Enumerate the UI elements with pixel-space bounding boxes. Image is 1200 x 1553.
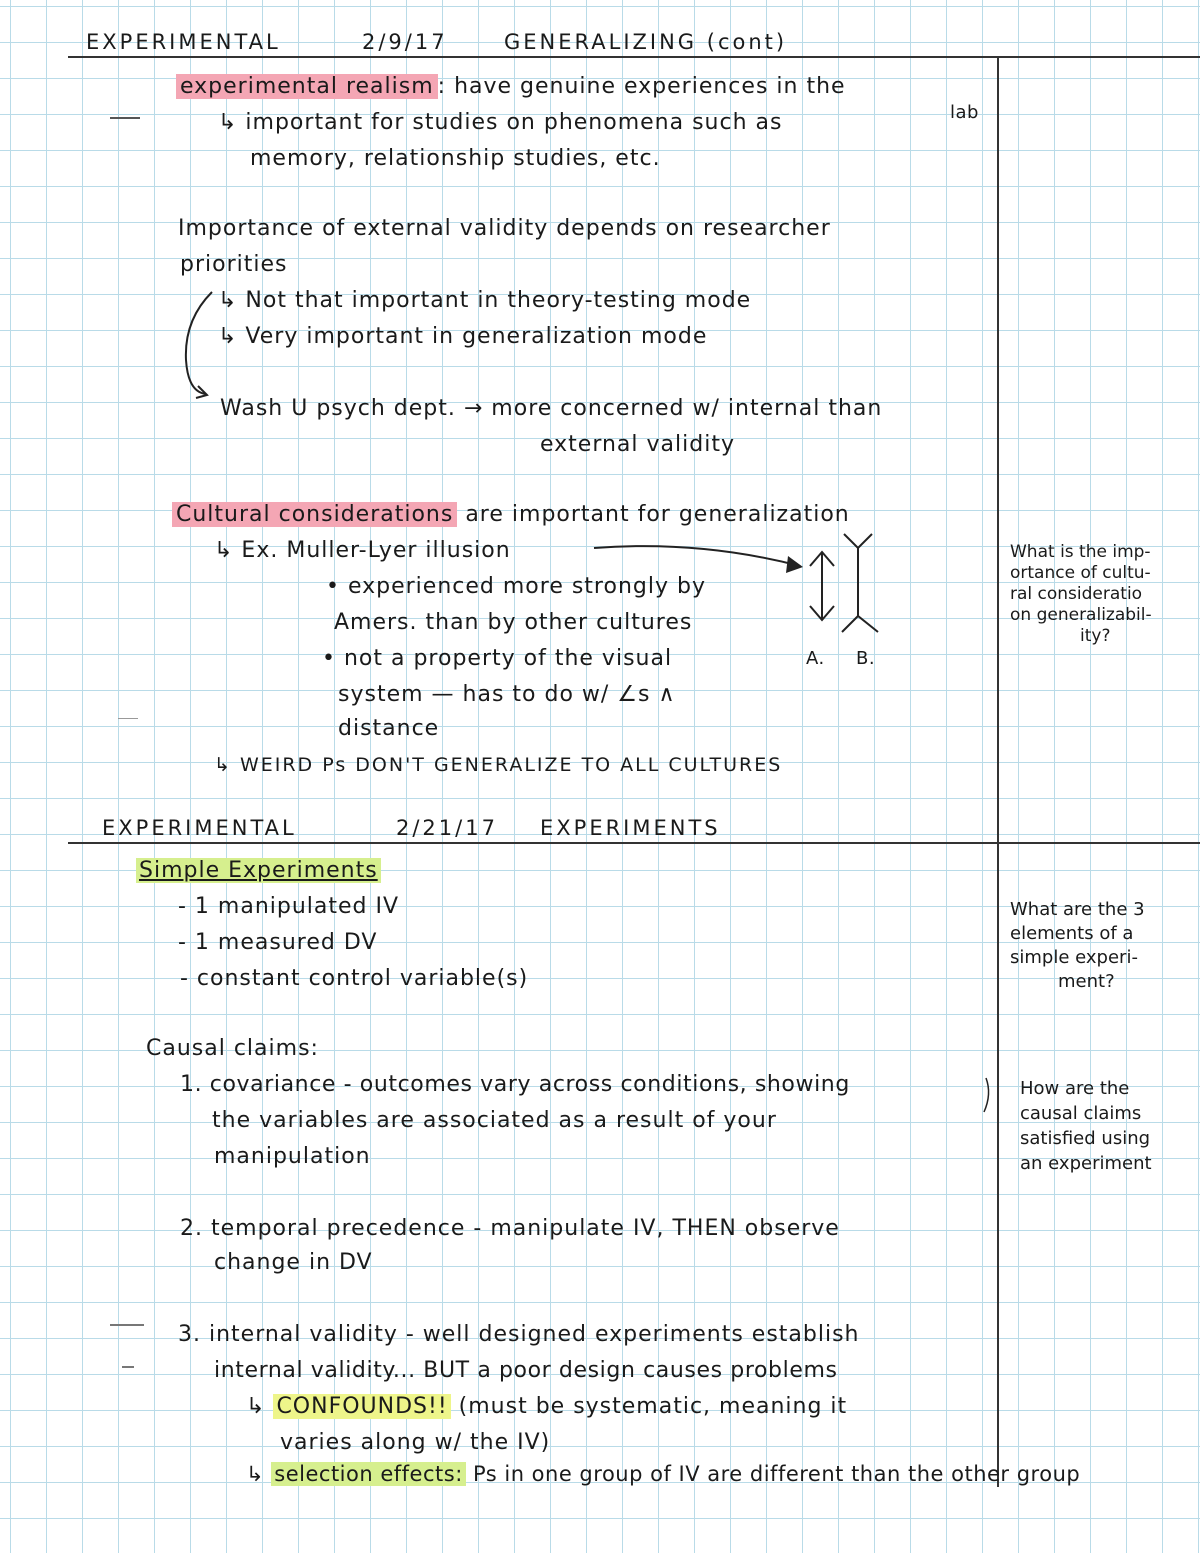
cultural-bullet-1b: Amers. than by other cultures	[334, 610, 693, 635]
margin-line: How are the	[1020, 1078, 1130, 1099]
date-2: 2/21/17	[396, 816, 498, 840]
importance-item-1: ↳ Not that important in theory-testing mode	[218, 288, 752, 313]
confounds-label: CONFOUNDS!!	[273, 1394, 450, 1419]
simple-item-1: - 1 manipulated IV	[178, 894, 400, 919]
realism-sub-2: memory, relationship studies, etc.	[250, 146, 661, 171]
cultural-term: Cultural considerations	[172, 502, 457, 527]
margin-line: causal claims	[1020, 1103, 1142, 1124]
temporal-line-2: change in DV	[214, 1250, 373, 1275]
topic-1: GENERALIZING (cont)	[504, 30, 788, 54]
causal-claims-title: Causal claims:	[146, 1036, 319, 1061]
selection-rest: Ps in one group of IV are different than the other group	[472, 1462, 1081, 1486]
weird-conclusion: ↳ WEIRD Ps DON'T GENERALIZE TO ALL CULTURES	[214, 754, 783, 776]
cultural-bullet-1a: • experienced more strongly by	[326, 574, 706, 599]
covariance-line-2: the variables are associated as a result of your	[212, 1108, 777, 1133]
margin-line: ral consideratio	[1010, 584, 1143, 604]
covariance-brace	[984, 1078, 989, 1112]
washu-line-2: external validity	[540, 432, 735, 457]
covariance-line-1: 1. covariance - outcomes vary across conditions, showing	[180, 1072, 850, 1097]
temporal-line-1: 2. temporal precedence - manipulate IV, THEN observe	[180, 1216, 840, 1241]
margin-line: on generalizabil-	[1010, 605, 1152, 625]
date-1: 2/9/17	[362, 30, 448, 54]
topic-2: EXPERIMENTS	[540, 816, 721, 840]
experimental-realism-line: experimental realism : have genuine experiences in the	[176, 76, 846, 98]
muller-lyer-b	[842, 534, 878, 632]
simple-item-2: - 1 measured DV	[178, 930, 378, 955]
confounds-line: ↳ CONFOUNDS!! (must be systematic, meaning it	[246, 1394, 848, 1419]
pointer-arrow	[594, 546, 800, 566]
covariance-line-3: manipulation	[214, 1144, 371, 1169]
illusion-label-b: B.	[856, 648, 876, 669]
cultural-rest: are important for generalization	[465, 502, 850, 527]
importance-item-2: ↳ Very important in generalization mode	[218, 324, 708, 349]
cultural-bullet-2c: distance	[338, 716, 440, 741]
pointer-arrowhead	[786, 556, 803, 573]
washu-line-1: Wash U psych dept. → more concerned w/ internal than	[220, 396, 883, 421]
margin-line: ity?	[1080, 626, 1111, 646]
confounds-rest: (must be systematic, meaning it	[458, 1394, 848, 1419]
selection-line: ↳ selection effects: Ps in one group of IV are different than the other group	[246, 1462, 1081, 1486]
bracket-arrow	[186, 292, 212, 394]
margin-line: What is the imp-	[1010, 542, 1151, 562]
internal-validity-line-2: internal validity... BUT a poor design causes problems	[214, 1358, 838, 1383]
simple-item-3: - constant control variable(s)	[180, 966, 529, 991]
importance-line-2: priorities	[180, 252, 288, 277]
margin-line: satisfied using	[1020, 1128, 1151, 1149]
muller-lyer-example: ↳ Ex. Muller-Lyer illusion	[214, 538, 511, 563]
margin-line: ment?	[1058, 971, 1115, 992]
experimental-realism-definition: have genuine experiences in the	[454, 74, 846, 99]
cultural-bullet-2b: system — has to do w/ ∠s ∧	[338, 682, 676, 707]
definition-end: lab	[950, 102, 979, 123]
margin-line: elements of a	[1010, 923, 1134, 944]
margin-line: ortance of cultu-	[1010, 563, 1151, 583]
selection-label: selection effects:	[271, 1462, 465, 1486]
cultural-bullet-2a: • not a property of the visual	[322, 646, 673, 671]
margin-line: What are the 3	[1010, 899, 1145, 920]
experimental-realism-term: experimental realism	[176, 74, 438, 99]
simple-title-text: Simple Experiments	[136, 858, 381, 883]
course-title-1: EXPERIMENTAL	[86, 30, 281, 54]
confounds-cont: varies along w/ the IV)	[280, 1430, 551, 1455]
illusion-label-a: A.	[806, 648, 825, 669]
internal-validity-line-1: 3. internal validity - well designed experiments establish	[178, 1322, 860, 1347]
importance-line-1: Importance of external validity depends on researcher	[178, 216, 831, 241]
course-title-2: EXPERIMENTAL	[102, 816, 297, 840]
muller-lyer-a	[810, 552, 834, 620]
margin-line: an experiment	[1020, 1153, 1152, 1174]
realism-sub-1: ↳ important for studies on phenomena such as	[218, 110, 783, 135]
margin-line: simple experi-	[1010, 947, 1138, 968]
